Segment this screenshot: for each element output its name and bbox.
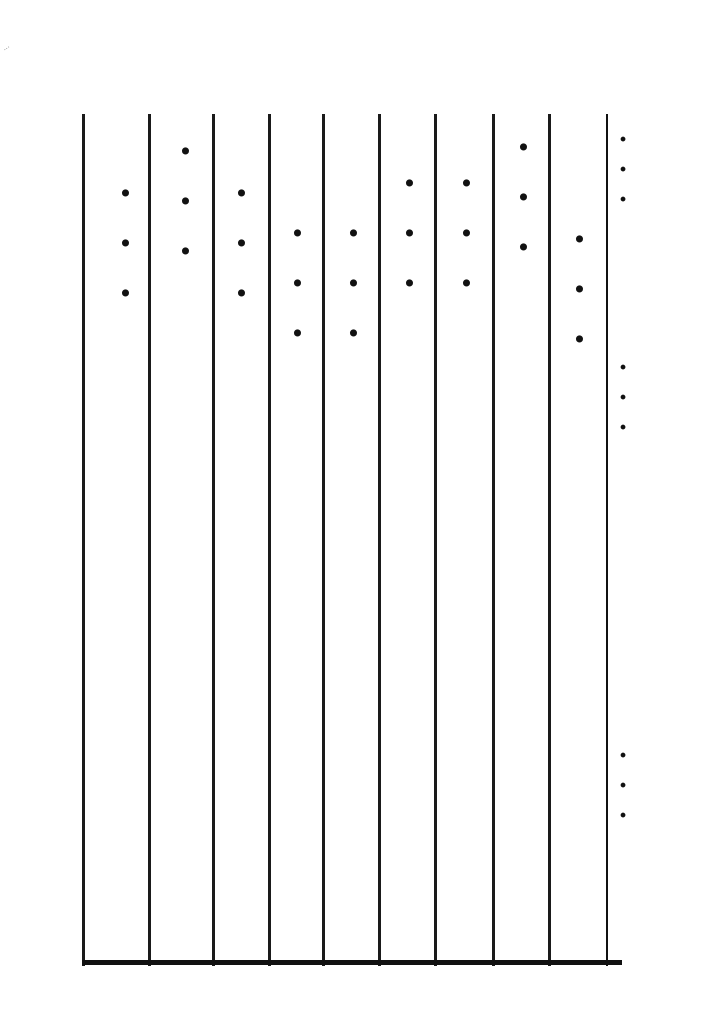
column-rule (322, 114, 325, 966)
column-rule (434, 114, 437, 966)
column-rule (148, 114, 151, 966)
watermark-stamp: ... (0, 41, 11, 53)
page-fold-margin (606, 114, 638, 966)
column-9: ... (103, 160, 148, 310)
column-2: ... (501, 114, 546, 264)
column-8: ... (163, 118, 208, 268)
fold-title: ... (608, 118, 638, 208)
fold-volume: ... (608, 346, 638, 436)
column-rule (212, 114, 215, 966)
column-5: ... (331, 200, 376, 350)
column-7: ... (219, 160, 264, 310)
column-rule (548, 114, 551, 966)
column-rule (268, 114, 271, 966)
column-4: ... (387, 150, 432, 300)
bottom-border (82, 960, 622, 965)
column-rule (82, 114, 85, 966)
column-1: ... (557, 206, 602, 356)
column-rule (378, 114, 381, 966)
column-3: ... (444, 150, 489, 300)
column-6: ... (275, 200, 320, 350)
column-rule (492, 114, 495, 966)
fold-folio: ... (608, 734, 638, 824)
